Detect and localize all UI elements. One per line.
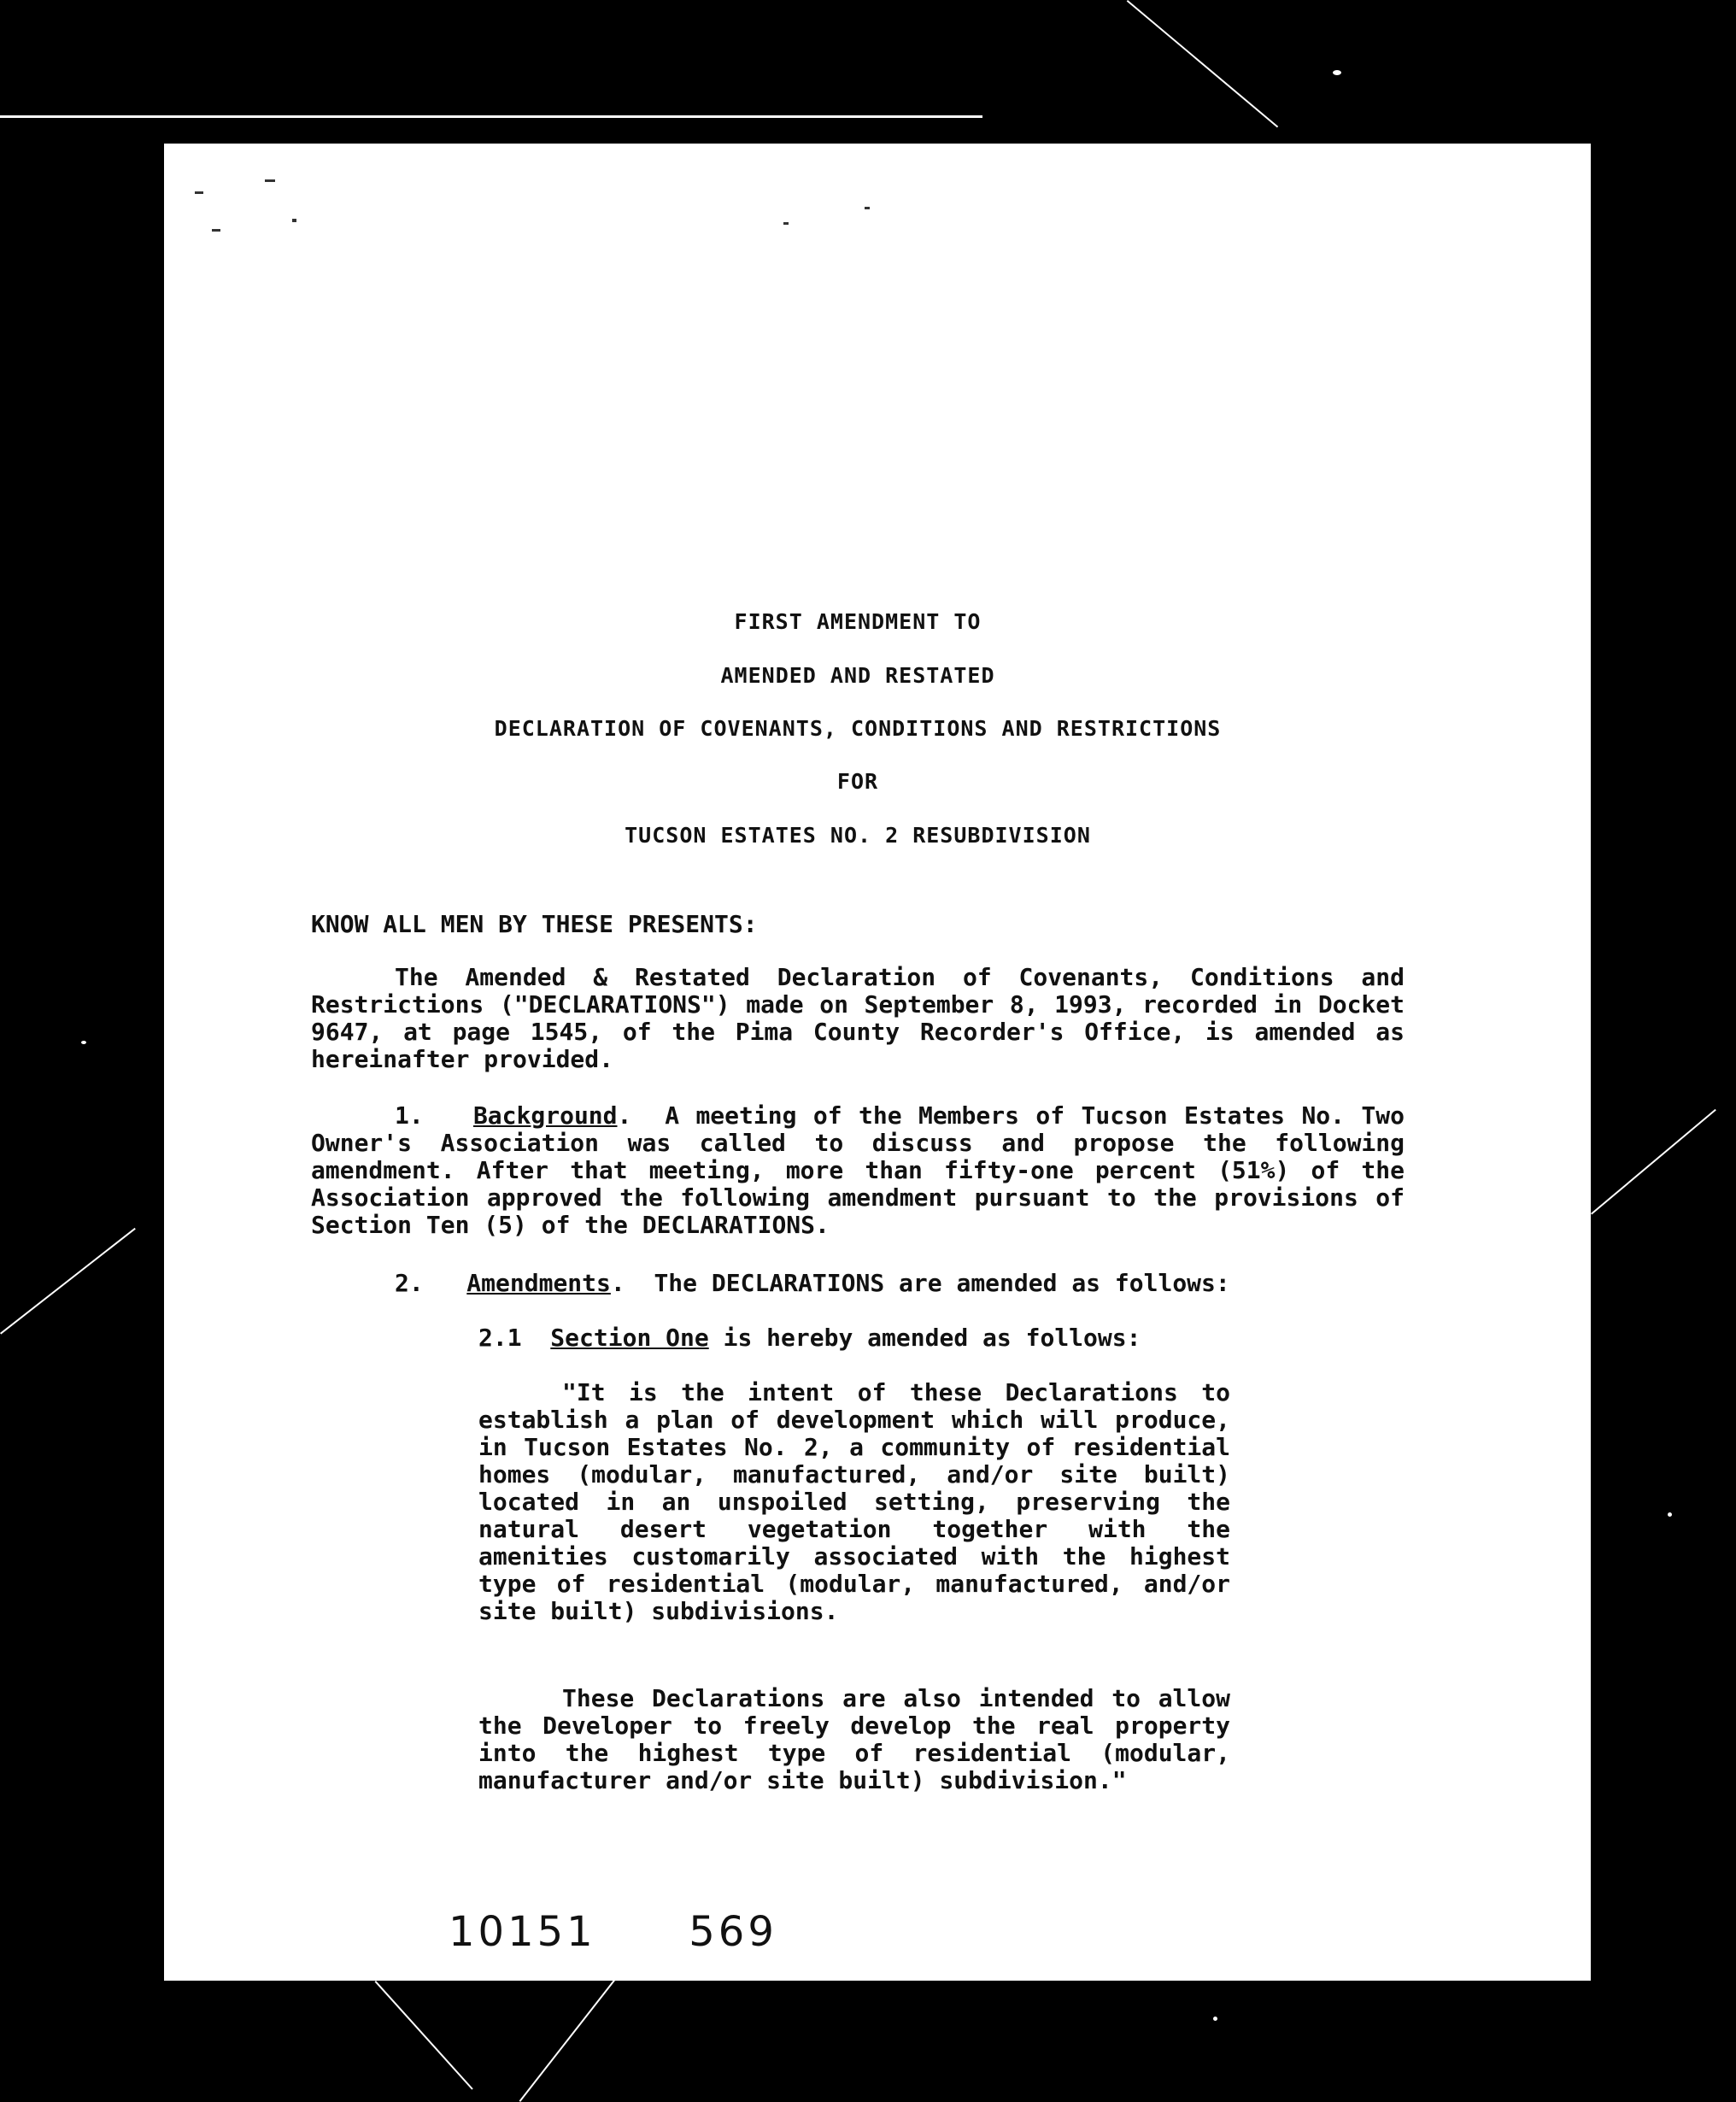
scan-line-right [1591, 1109, 1716, 1215]
intro-text: The Amended & Restated Declaration of Covenants, Conditions and Restrictions ("DECLARATIONS") made on September 8, 1993, recorded in Docket 9647, at page 1545, of the Pima County Recorder's Office, is amended as hereinafter provided. [311, 963, 1405, 1073]
intro-paragraph [311, 964, 1405, 1073]
quoted-text-2: These Declarations are also intended to allow the Developer to freely develop the real property into the highest type of residential (modular, manufacturer and/or site built) subdivision." [478, 1684, 1230, 1794]
section-1: 1. Background. A meeting of the Members of Tucson Estates No. Two Owner's Association was called to discuss and propose the following amendment. After that meeting, more than fifty-one percent (51%) of the Association approved the following amendment pursuant to the provisions of Section Ten (5) of the DECLARATIONS. [311, 1101, 1405, 1239]
title-line-3: DECLARATION OF COVENANTS, CONDITIONS AND RESTRICTIONS [494, 716, 1222, 741]
section-1-number: 1. [395, 1101, 424, 1130]
section-2-number: 2. [395, 1269, 424, 1297]
scan-line-top [0, 115, 982, 118]
scan-line-diagonal [1127, 0, 1278, 127]
section-1-heading: Background [472, 1101, 618, 1130]
scan-speck [81, 1041, 86, 1044]
section-1-text: A meeting of the Members of Tucson Estates No. Two Owner's Association was called to discuss and propose the following amendment. After that meeting, more than fifty-one percent (51%) of the Association approved the following amendment pursuant to the provisions of Section Ten (5) of the DECLARATIONS. [311, 1101, 1405, 1239]
quoted-paragraph-2 [478, 1685, 1230, 1794]
page-speck [195, 191, 203, 194]
docket-stamp [449, 1908, 777, 1956]
page-speck [783, 222, 789, 225]
section-2: 2. Amendments. The DECLARATIONS are amended as follows: [395, 1269, 1230, 1297]
page-speck [265, 179, 275, 182]
section-2-1-heading: Section One [550, 1324, 709, 1352]
page-speck [212, 229, 220, 232]
section-2-heading: Amendments [466, 1269, 611, 1297]
page-number: 569 [689, 1908, 777, 1956]
scan-speck [1333, 70, 1341, 75]
docket-number: 10151 [449, 1908, 596, 1956]
document-page [164, 144, 1591, 1981]
section-2-1 [478, 1324, 1405, 1352]
section-2-text: The DECLARATIONS are amended as follows: [654, 1269, 1230, 1297]
scan-line-bottom-right [519, 1980, 615, 2102]
title-line-4: FOR [836, 769, 879, 794]
section-2-1-text: is hereby amended as follows: [723, 1324, 1141, 1352]
scan-line-left [0, 1228, 136, 1335]
page-speck [292, 219, 296, 222]
page-speck [865, 207, 870, 209]
section-2-1-number: 2.1 [478, 1324, 522, 1352]
quoted-text-1: "It is the intent of these Declarations to establish a plan of development which will produce, in Tucson Estates No. 2, a community of residential homes (modular, manufactured, and/or site built) located in an unspoiled setting, preserving the natural desert vegetation together with the amenities customarily associated with the highest type of residential (modular, manufactured, and/or site built) subdivisions. [478, 1378, 1230, 1625]
title-line-2: AMENDED AND RESTATED [720, 663, 995, 688]
scan-line-bottom-left [375, 1981, 473, 2090]
title-line-1: FIRST AMENDMENT TO [734, 609, 982, 634]
quoted-paragraph-1 [478, 1379, 1230, 1625]
preamble: KNOW ALL MEN BY THESE PRESENTS: [311, 910, 758, 938]
scan-speck [1668, 1512, 1672, 1517]
scan-speck [1213, 2017, 1217, 2021]
title-line-5: TUCSON ESTATES NO. 2 RESUBDIVISION [625, 823, 1091, 848]
